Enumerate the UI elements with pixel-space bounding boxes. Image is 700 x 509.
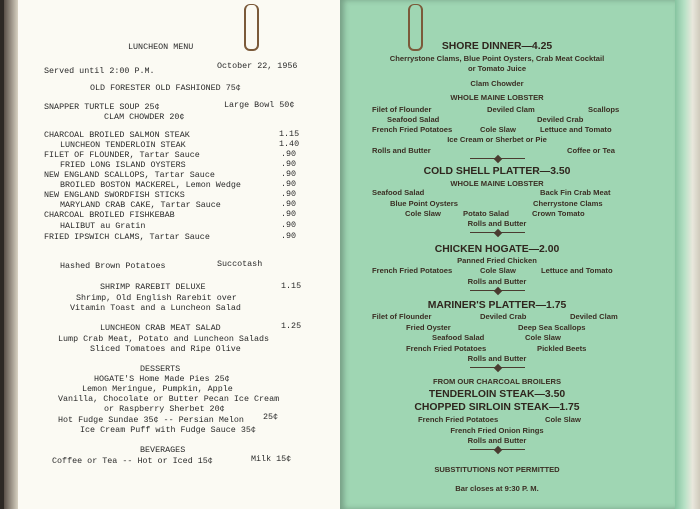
served-until: Served until 2:00 P.M. xyxy=(44,66,155,76)
steak-rolls: Rolls and Butter xyxy=(467,436,527,445)
crab-price: 1.25 xyxy=(281,321,302,331)
mariner-item: Pickled Beets xyxy=(537,344,587,353)
old-fashioned: OLD FORESTER OLD FASHIONED 75¢ xyxy=(90,83,241,93)
mariner-item: Cole Slaw xyxy=(525,333,561,342)
mariner-item: Deviled Crab xyxy=(480,312,527,321)
dessert-line: HOGATE'S Home Made Pies 25¢ xyxy=(94,374,230,384)
paper-clip-icon xyxy=(408,4,423,51)
section-divider xyxy=(470,449,525,450)
entree-price: 1.40 xyxy=(279,139,300,149)
entree-name: CHARCOAL BROILED SALMON STEAK xyxy=(44,130,190,140)
mariner-item: Filet of Flounder xyxy=(372,312,432,321)
steak-item: Cole Slaw xyxy=(545,415,581,424)
entree-price: .90 xyxy=(281,169,297,179)
dessert-line: Vanilla, Chocolate or Butter Pecan Ice Cream xyxy=(58,394,280,404)
stacked-pages-edge xyxy=(675,0,700,509)
side-succotash: Succotash xyxy=(217,259,263,269)
entree-price: .90 xyxy=(281,220,297,230)
rarebit-title: SHRIMP RAREBIT DELUXE xyxy=(100,282,206,292)
shore-dessert: Ice Cream or Sherbet or Pie xyxy=(447,135,547,144)
entree-price: .90 xyxy=(281,189,297,199)
paper-clip-icon xyxy=(244,4,259,51)
coffee-tea: Coffee or Tea -- Hot or Iced 15¢ xyxy=(52,456,213,466)
cold-item: Cherrystone Clams xyxy=(533,199,603,208)
beverages-title: BEVERAGES xyxy=(140,445,186,455)
mariner-item: Fried Oyster xyxy=(406,323,451,332)
shore-item: Lettuce and Tomato xyxy=(540,125,612,134)
sundae-line: Hot Fudge Sundae 35¢ -- Persian Melon xyxy=(58,415,244,425)
clam-chowder: CLAM CHOWDER 20¢ xyxy=(104,112,185,122)
luncheon-title: LUNCHEON MENU xyxy=(128,42,194,52)
crab-title: LUNCHEON CRAB MEAT SALAD xyxy=(100,323,221,333)
dessert-line: or Raspberry Sherbet 20¢ xyxy=(104,404,225,414)
bar-closing-note: Bar closes at 9:30 P. M. xyxy=(455,484,539,493)
cold-item: Back Fin Crab Meat xyxy=(540,188,611,197)
entree-name: NEW ENGLAND SCALLOPS, Tartar Sauce xyxy=(44,170,215,180)
mariner-item: Deep Sea Scallops xyxy=(518,323,586,332)
mariner-title: MARINER'S PLATTER—1.75 xyxy=(427,300,567,311)
menu-date: October 22, 1956 xyxy=(217,61,298,71)
steak-item: French Fried Potatoes xyxy=(418,415,499,424)
shore-line: Clam Chowder xyxy=(470,79,524,88)
dinner-menu-sheet xyxy=(340,0,675,509)
entree-price: .90 xyxy=(281,231,297,241)
desserts-title: DESSERTS xyxy=(140,364,181,374)
shore-item: Scallops xyxy=(588,105,620,114)
steak-item: French Fried Onion Rings xyxy=(450,426,544,435)
chicken-item: French Fried Potatoes xyxy=(372,266,453,275)
entree-price: .90 xyxy=(281,199,297,209)
entree-price: 1.15 xyxy=(279,129,300,139)
rarebit-price: 1.15 xyxy=(281,281,302,291)
cream-puff: Ice Cream Puff with Fudge Sauce 35¢ xyxy=(80,425,256,435)
chicken-title: CHICKEN HOGATE—2.00 xyxy=(434,244,560,255)
mariner-item: French Fried Potatoes xyxy=(406,344,487,353)
shore-item: Seafood Salad xyxy=(387,115,440,124)
cold-platter-title: COLD SHELL PLATTER—3.50 xyxy=(423,166,571,177)
mariner-item: Seafood Salad xyxy=(432,333,485,342)
luncheon-menu-sheet xyxy=(18,0,340,509)
shore-line: or Tomato Juice xyxy=(467,64,527,73)
shore-item: Cole Slaw xyxy=(480,125,516,134)
cold-item: Seafood Salad xyxy=(372,188,425,197)
broilers-heading: FROM OUR CHARCOAL BROILERS xyxy=(432,377,562,386)
dessert-line: Lemon Meringue, Pumpkin, Apple xyxy=(82,384,233,394)
cold-lobster: WHOLE MAINE LOBSTER xyxy=(450,179,544,188)
entree-name: LUNCHEON TENDERLOIN STEAK xyxy=(60,140,186,150)
mariner-rolls: Rolls and Butter xyxy=(467,354,527,363)
rarebit-desc: Vitamin Toast and a Luncheon Salad xyxy=(70,303,241,313)
side-potatoes: Hashed Brown Potatoes xyxy=(60,261,166,271)
section-divider xyxy=(470,158,525,159)
substitutions-note: SUBSTITUTIONS NOT PERMITTED xyxy=(434,465,560,474)
entree-name: BROILED BOSTON MACKEREL, Lemon Wedge xyxy=(60,180,241,190)
shore-item: Deviled Crab xyxy=(537,115,584,124)
entree-name: NEW ENGLAND SWORDFISH STICKS xyxy=(44,190,185,200)
section-divider xyxy=(470,367,525,368)
entree-name: FRIED IPSWICH CLAMS, Tartar Sauce xyxy=(44,232,210,242)
cold-item: Crown Tomato xyxy=(532,209,585,218)
entree-name: MARYLAND CRAB CAKE, Tartar Sauce xyxy=(60,200,221,210)
entree-price: .90 xyxy=(281,159,297,169)
cold-item: Blue Point Oysters xyxy=(390,199,458,208)
shore-item: Deviled Clam xyxy=(487,105,535,114)
shore-line: Cherrystone Clams, Blue Point Oysters, Crab Meat Cocktail xyxy=(389,54,605,63)
tenderloin-title: TENDERLOIN STEAK—3.50 xyxy=(428,389,566,400)
entree-price: .90 xyxy=(281,179,297,189)
section-divider xyxy=(470,232,525,233)
mariner-item: Deviled Clam xyxy=(570,312,618,321)
milk: Milk 15¢ xyxy=(251,454,292,464)
chicken-rolls: Rolls and Butter xyxy=(467,277,527,286)
rarebit-desc: Shrimp, Old English Rarebit over xyxy=(76,293,237,303)
soup-large-bowl: Large Bowl 50¢ xyxy=(224,100,295,110)
chicken-item: Panned Fried Chicken xyxy=(457,256,537,265)
sirloin-title: CHOPPED SIRLOIN STEAK—1.75 xyxy=(414,402,580,413)
shore-lobster: WHOLE MAINE LOBSTER xyxy=(450,93,544,102)
cold-item: Potato Salad xyxy=(463,209,509,218)
entree-name: FILET OF FLOUNDER, Tartar Sauce xyxy=(44,150,200,160)
entree-name: CHARCOAL BROILED FISHKEBAB xyxy=(44,210,175,220)
shore-item: Filet of Flounder xyxy=(372,105,432,114)
entree-name: FRIED LONG ISLAND OYSTERS xyxy=(60,160,186,170)
turtle-soup: SNAPPER TURTLE SOUP 25¢ xyxy=(44,102,160,112)
entree-price: .90 xyxy=(281,209,297,219)
chicken-item: Lettuce and Tomato xyxy=(541,266,613,275)
shore-rolls: Rolls and Butter xyxy=(372,146,431,155)
shore-item: French Fried Potatoes xyxy=(372,125,453,134)
shore-dinner-title: SHORE DINNER—4.25 xyxy=(441,41,553,52)
cold-rolls: Rolls and Butter xyxy=(467,219,527,228)
crab-desc: Sliced Tomatoes and Ripe Olive xyxy=(90,344,241,354)
entree-price: .90 xyxy=(281,149,297,159)
crab-desc: Lump Crab Meat, Potato and Luncheon Salads xyxy=(58,334,270,344)
shore-coffee: Coffee or Tea xyxy=(567,146,615,155)
melon-price: 25¢ xyxy=(263,412,279,422)
cold-item: Cole Slaw xyxy=(405,209,441,218)
section-divider xyxy=(470,290,525,291)
entree-name: HALIBUT au Gratin xyxy=(60,221,146,231)
chicken-item: Cole Slaw xyxy=(480,266,516,275)
